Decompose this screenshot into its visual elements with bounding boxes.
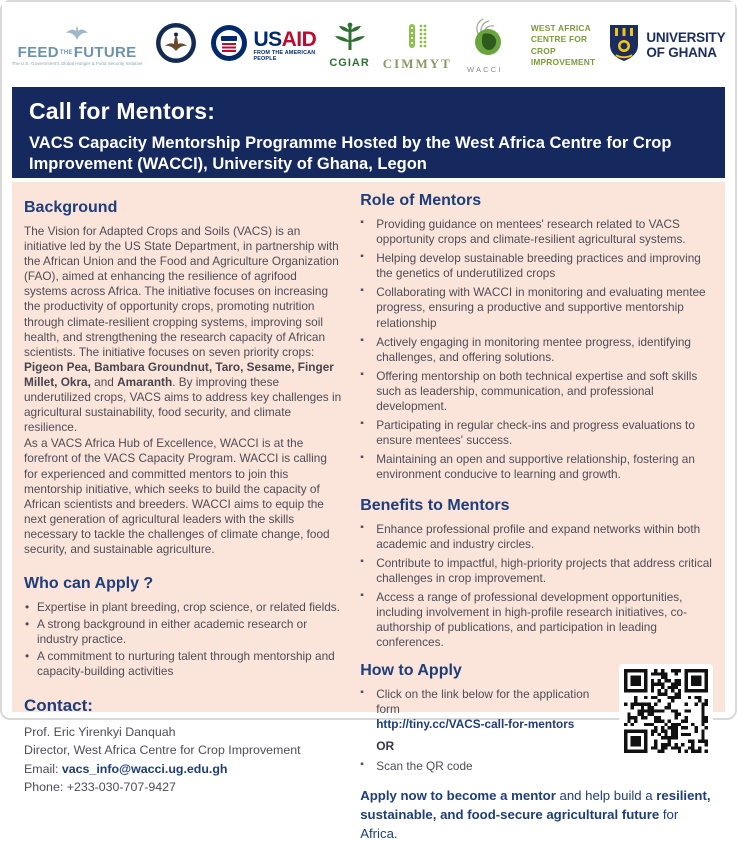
role-of-mentors-list (360, 217, 713, 483)
who-can-apply-heading: Who can Apply ? (24, 575, 154, 593)
usaid-seal-icon (210, 24, 248, 67)
list-item: ▪ Helping develop sustainable breeding practices and improving the genetics of underutilized crops (360, 251, 713, 281)
cgiar-plant-icon (333, 22, 367, 56)
cimmyt-logo (383, 22, 452, 70)
ftf-word-future: FUTURE (73, 43, 137, 61)
title-band (12, 87, 725, 178)
contact-title: Director, West Africa Centre for Crop Improvement (24, 743, 301, 758)
background-heading: Background (24, 199, 118, 216)
ug-line2: OF GHANA (646, 44, 717, 60)
ug-line1: UNIVERSITY (646, 30, 726, 46)
list-item: ▪ Collaborating with WACCI in monitoring and evaluating mentee progress, ensuring a productive and supportive mentorship relationship (360, 285, 713, 330)
background-paragraph-1: The Vision for Adapted Crops and Soils (VACS) is an initiative led by the US State Department, in partnership with the African Union and the Food and Agriculture Organization (FAO), aimed at enhancing the resilience of agrifood systems across Africa. The initiative focuses on increasing the productivity of opportunity crops, promoting nutrition through climate-resilient cropping systems, improving soil health, and strengthening the research capacity of African scientists. The initiative focuses on seven priority crops: Pigeon Pea, Bambara Groundnut, Taro, Sesame, Finger Millet, Okra, and Amaranth. By improving these underutilized crops, VACS aims to address key challenges in agricultural sustainability, food security, and climate resilience. (24, 224, 342, 435)
list-item: • Expertise in plant breeding, crop science, or related fields. (24, 600, 343, 615)
contact-name: Prof. Eric Yirenkyi Danquah (24, 724, 176, 739)
wacci-name-text (531, 23, 596, 68)
list-item: • A commitment to nurturing talent through mentorship and capacity-building activities (24, 649, 343, 679)
list-item: ▪ Offering mentorship on both technical expertise and soft skills such as leadership, communication, and professional development. (360, 369, 713, 414)
content-area (12, 182, 725, 841)
cgiar-logo (329, 22, 369, 69)
list-item: • A strong background in either academic research or industry practice. (24, 617, 343, 647)
university-of-ghana-logo (608, 23, 725, 68)
benefits-heading: Benefits to Mentors (360, 496, 510, 514)
who-can-apply-list (24, 600, 343, 679)
list-item: ▪ Enhance professional profile and expand networks within both academic and industry circles. (360, 522, 713, 552)
list-item: ▪ Maintaining an open and supportive relationship, fostering an environment conducive to learning and growth. (360, 452, 713, 482)
cimmyt-label: CIMMYT (382, 55, 452, 71)
qr-code[interactable] (619, 664, 713, 758)
wacci-name-line2: CROP IMPROVEMENT (530, 45, 596, 67)
contact-email[interactable]: vacs_info@wacci.ug.edu.gh (61, 761, 228, 776)
application-form-link[interactable]: http://tiny.cc/VACS-call-for-mentors (376, 717, 575, 732)
list-item: ▪ Contribute to impactful, high-priority projects that address critical challenges in crop improvement. (360, 556, 713, 586)
how-to-apply-list (360, 687, 611, 732)
contact-email-label: Email: (24, 761, 62, 776)
how-to-apply-list-2 (360, 759, 611, 774)
cimmyt-wheat-icon (402, 22, 432, 54)
wacci-logo (465, 18, 505, 74)
poster-title: Call for Mentors: (29, 98, 216, 124)
cgiar-label: CGIAR (329, 57, 370, 69)
role-of-mentors-heading: Role of Mentors (360, 192, 482, 209)
us-great-seal-logo (155, 22, 197, 69)
apply-link-instruction: Click on the link below for the application form (376, 687, 590, 717)
eagle-icon (65, 25, 89, 45)
contact-email-line (24, 760, 343, 779)
list-item (360, 687, 611, 732)
list-item: ▪ Access a range of professional development opportunities, including involvement in high-profile research initiatives, co-authorship of publications, and participation in leading conferences. (360, 590, 713, 650)
ug-shield-icon (608, 23, 640, 68)
left-column (24, 190, 343, 795)
ftf-word-the: THE (59, 50, 73, 57)
how-to-apply-heading: How to Apply (360, 662, 462, 680)
usaid-word-us: US (253, 28, 282, 52)
logo-band (2, 2, 735, 87)
ftf-tagline: The U.S. Government's Global Hunger & Food Security Initiative (11, 60, 143, 66)
feed-the-future-logo (12, 25, 143, 67)
how-to-apply-section (360, 662, 713, 773)
or-label: OR (376, 738, 395, 753)
contact-phone: Phone: +233-030-707-9427 (24, 780, 176, 795)
list-item: ▪ Participating in regular check-ins and progress evaluations to ensure mentees' success. (360, 418, 713, 448)
wacci-name-line1: WEST AFRICA CENTRE FOR (530, 22, 591, 45)
background-paragraph-2: As a VACS Africa Hub of Excellence, WACCI is at the forefront of the VACS Capacity Program. WACCI is calling for experienced and committed mentors to join this mentorship initiative, which seeks to build the capacity of African scientists and breeders. WACCI aims to equip the next generation of agricultural leaders with the skills necessary to tackle the challenges of climate change, food security, and sustainable agriculture. (24, 436, 330, 556)
benefits-list (360, 522, 713, 651)
contact-heading: Contact: (24, 695, 93, 715)
list-item: ▪ Providing guidance on mentees' research related to VACS opportunity crops and climate-resilient agricultural systems. (360, 217, 713, 247)
ftf-word-feed: FEED (17, 43, 59, 61)
closing-call-to-action: Apply now to become a mentor and help build a resilient, sustainable, and food-secure agricultural future for Africa. (360, 787, 711, 841)
list-item: ▪ Actively engaging in monitoring mentee progress, identifying challenges, and offering solutions. (360, 335, 713, 365)
usaid-logo (210, 24, 316, 67)
usaid-tagline: FROM THE AMERICAN PEOPLE (253, 50, 316, 62)
poster-subtitle: VACS Capacity Mentorship Programme Hosted by the West Africa Centre for Crop Improvement (WACCI), University of Ghana, Legon (29, 134, 672, 174)
usaid-word-aid: AID (281, 28, 317, 52)
list-item: ▪ Scan the QR code (360, 759, 611, 774)
right-column (360, 190, 713, 841)
wacci-globe-icon (465, 18, 505, 64)
wacci-label: WACCI (466, 64, 503, 74)
